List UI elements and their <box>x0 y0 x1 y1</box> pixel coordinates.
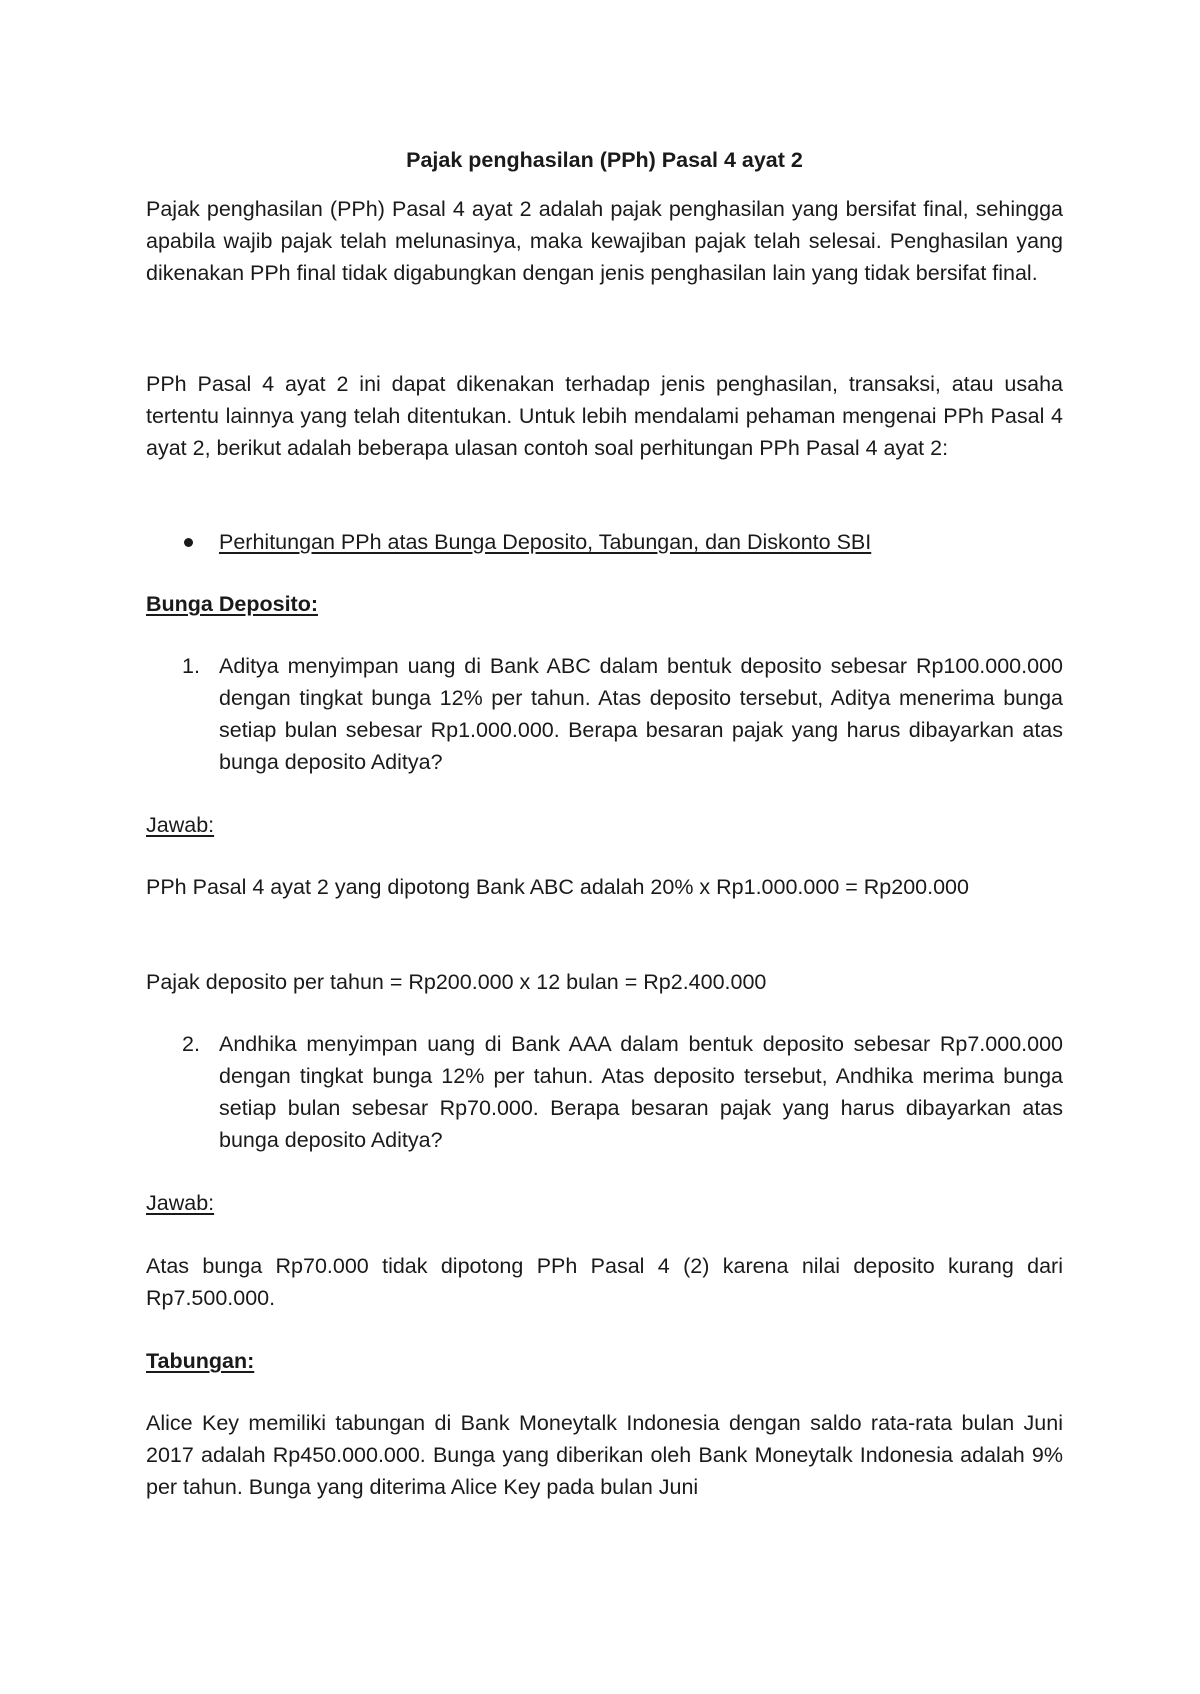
question-text: Aditya menyimpan uang di Bank ABC dalam bentuk deposito sebesar Rp100.000.000 dengan tingkat bunga 12% per tahun. Atas deposito tersebut, Aditya menerima bunga setiap bulan sebesar Rp1.000.000. Berapa besaran pajak yang harus dibayarkan atas bunga deposito Aditya? <box>219 654 1063 774</box>
document-title: Pajak penghasilan (PPh) Pasal 4 ayat 2 <box>406 148 803 172</box>
heading-tabungan: Tabungan: <box>146 1349 255 1373</box>
list-number: 1. <box>182 654 200 678</box>
answer-label: Jawab: <box>146 813 215 837</box>
bullet-dot-icon <box>184 538 193 547</box>
answer-text: Pajak deposito per tahun = Rp200.000 x 12 bulan = Rp2.400.000 <box>146 970 767 994</box>
bullet-item-link[interactable]: Perhitungan PPh atas Bunga Deposito, Tabungan, dan Diskonto SBI <box>219 530 872 554</box>
answer-text: PPh Pasal 4 ayat 2 yang dipotong Bank ABC adalah 20% x Rp1.000.000 = Rp200.000 <box>146 875 969 899</box>
answer-text: Atas bunga Rp70.000 tidak dipotong PPh Pasal 4 (2) karena nilai deposito kurang dari Rp7.500.000. <box>146 1254 1063 1310</box>
answer-label: Jawab: <box>146 1191 215 1215</box>
intro-paragraph-1: Pajak penghasilan (PPh) Pasal 4 ayat 2 adalah pajak penghasilan yang bersifat final, sehingga apabila wajib pajak telah melunasinya, maka kewajiban pajak telah selesai. Penghasilan yang dikenakan PPh final tidak digabungkan dengan jenis penghasilan lain yang tidak bersifat final. <box>146 197 1063 285</box>
heading-bunga-deposito: Bunga Deposito: <box>146 592 318 616</box>
question-text: Andhika menyimpan uang di Bank AAA dalam bentuk deposito sebesar Rp7.000.000 dengan tingkat bunga 12% per tahun. Atas deposito tersebut, Andhika merima bunga setiap bulan sebesar Rp70.000. Berapa besaran pajak yang harus dibayarkan atas bunga deposito Aditya? <box>219 1032 1063 1152</box>
list-number: 2. <box>182 1032 200 1056</box>
tabungan-paragraph: Alice Key memiliki tabungan di Bank Moneytalk Indonesia dengan saldo rata-rata bulan Juni 2017 adalah Rp450.000.000. Bunga yang diberikan oleh Bank Moneytalk Indonesia adalah 9% per tahun. Bunga yang diterima Alice Key pada bulan Juni <box>146 1411 1063 1499</box>
intro-paragraph-2: PPh Pasal 4 ayat 2 ini dapat dikenakan terhadap jenis penghasilan, transaksi, atau usaha tertentu lainnya yang telah ditentukan. Untuk lebih mendalami pehaman mengenai PPh Pasal 4 ayat 2, berikut adalah beberapa ulasan contoh soal perhitungan PPh Pasal 4 ayat 2: <box>146 372 1063 460</box>
